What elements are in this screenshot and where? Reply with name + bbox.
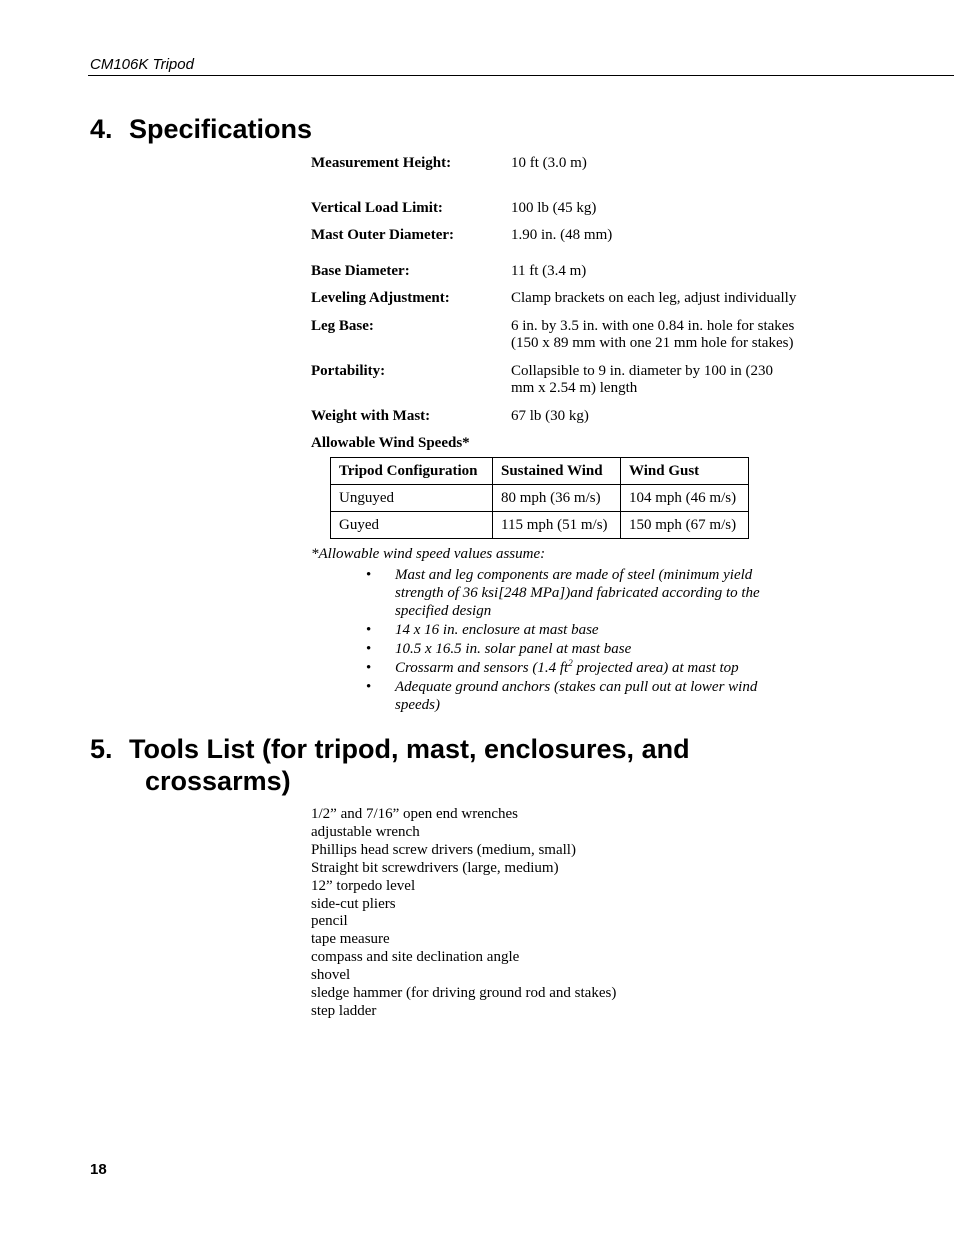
- spec-value: 6 in. by 3.5 in. with one 0.84 in. hole for stakes (150 x 89 mm with one 21 mm hole for stakes): [511, 318, 795, 351]
- list-item: side-cut pliers: [311, 895, 396, 912]
- spec-value: 10 ft (3.0 m): [511, 155, 587, 171]
- bullet-icon: •: [366, 622, 372, 638]
- section-4-title: Specifications: [129, 114, 313, 144]
- table-cell: Guyed: [331, 512, 493, 539]
- bullet-icon: •: [366, 567, 372, 583]
- section-4-heading: [90, 113, 312, 145]
- list-item: pencil: [311, 913, 348, 930]
- list-item-text: 14 x 16 in. enclosure at mast base: [395, 622, 599, 638]
- header-rule: [88, 75, 954, 76]
- spec-value: 67 lb (30 kg): [511, 408, 589, 424]
- table-row: [331, 485, 749, 512]
- spec-label: Leveling Adjustment:: [311, 290, 450, 306]
- list-item-text: [395, 660, 739, 676]
- text-fragment: projected area) at mast top: [572, 660, 739, 676]
- list-item: step ladder: [311, 1002, 377, 1019]
- section-5-title-line1: Tools List (for tripod, mast, enclosures, and: [129, 734, 690, 764]
- spec-value: 100 lb (45 kg): [511, 200, 597, 216]
- list-item: compass and site declination angle: [311, 949, 520, 966]
- page-number: 18: [90, 1161, 107, 1178]
- spec-value: Collapsible to 9 in. diameter by 100 in (230 mm x 2.54 m) length: [511, 363, 774, 396]
- list-item: [366, 659, 786, 677]
- list-item: sledge hammer (for driving ground rod and stakes): [311, 985, 617, 1002]
- spec-label: Mast Outer Diameter:: [311, 227, 454, 243]
- table-cell: Unguyed: [331, 485, 493, 512]
- spec-value: 1.90 in. (48 mm): [511, 227, 613, 243]
- list-item: shovel: [311, 967, 351, 984]
- list-item: tape measure: [311, 931, 390, 948]
- table-row: [331, 512, 749, 539]
- column-header: Sustained Wind: [493, 458, 621, 485]
- spec-label: Base Diameter:: [311, 263, 410, 279]
- tools-list: [311, 806, 616, 1021]
- table-cell: 104 mph (46 m/s): [621, 485, 749, 512]
- spec-label: Leg Base:: [311, 318, 374, 334]
- wind-note-intro: *Allowable wind speed values assume:: [311, 546, 546, 562]
- column-header: Wind Gust: [621, 458, 749, 485]
- running-header: CM106K Tripod: [90, 56, 194, 73]
- bullet-icon: •: [366, 660, 372, 676]
- section-5-number: 5.: [90, 734, 113, 764]
- list-item: 1/2” and 7/16” open end wrenches: [311, 806, 519, 822]
- spec-value: Clamp brackets on each leg, adjust individually: [511, 290, 797, 306]
- spec-label: Vertical Load Limit:: [311, 200, 443, 216]
- list-item: [366, 640, 786, 658]
- list-item: [366, 621, 786, 639]
- table-cell: 150 mph (67 m/s): [621, 512, 749, 539]
- bullet-icon: •: [366, 679, 372, 695]
- list-item: 12” torpedo level: [311, 877, 416, 894]
- wind-speed-table: [330, 457, 749, 539]
- list-item: Phillips head screw drivers (medium, small): [311, 841, 576, 858]
- list-item: [366, 566, 786, 620]
- text-fragment: Crossarm and sensors (1.4 ft: [395, 660, 569, 676]
- table-header-row: [331, 458, 749, 485]
- section-5-heading: [90, 733, 690, 797]
- list-item-text: Mast and leg components are made of steel (minimum yield strength of 36 ksi[248 MPa])and fabricated according to the specified design: [395, 567, 760, 619]
- spec-value: 11 ft (3.4 m): [511, 263, 587, 279]
- spec-label: Portability:: [311, 363, 386, 379]
- list-item-text: 10.5 x 16.5 in. solar panel at mast base: [395, 641, 632, 657]
- spec-label: Weight with Mast:: [311, 408, 431, 424]
- spec-label: Measurement Height:: [311, 155, 452, 171]
- wind-speeds-title: Allowable Wind Speeds*: [311, 435, 470, 451]
- column-header: Tripod Configuration: [331, 458, 493, 485]
- section-5-title-line2: crossarms): [145, 766, 291, 796]
- list-item: Straight bit screwdrivers (large, medium): [311, 859, 559, 876]
- list-item-text: Adequate ground anchors (stakes can pull out at lower wind speeds): [395, 679, 758, 713]
- superscript: 2: [568, 658, 573, 668]
- bullet-icon: •: [366, 641, 372, 657]
- list-item: [366, 678, 786, 714]
- section-4-number: 4.: [90, 114, 113, 144]
- table-cell: 80 mph (36 m/s): [493, 485, 621, 512]
- table-cell: 115 mph (51 m/s): [493, 512, 621, 539]
- wind-assumptions-list: [366, 566, 786, 715]
- list-item: adjustable wrench: [311, 823, 420, 840]
